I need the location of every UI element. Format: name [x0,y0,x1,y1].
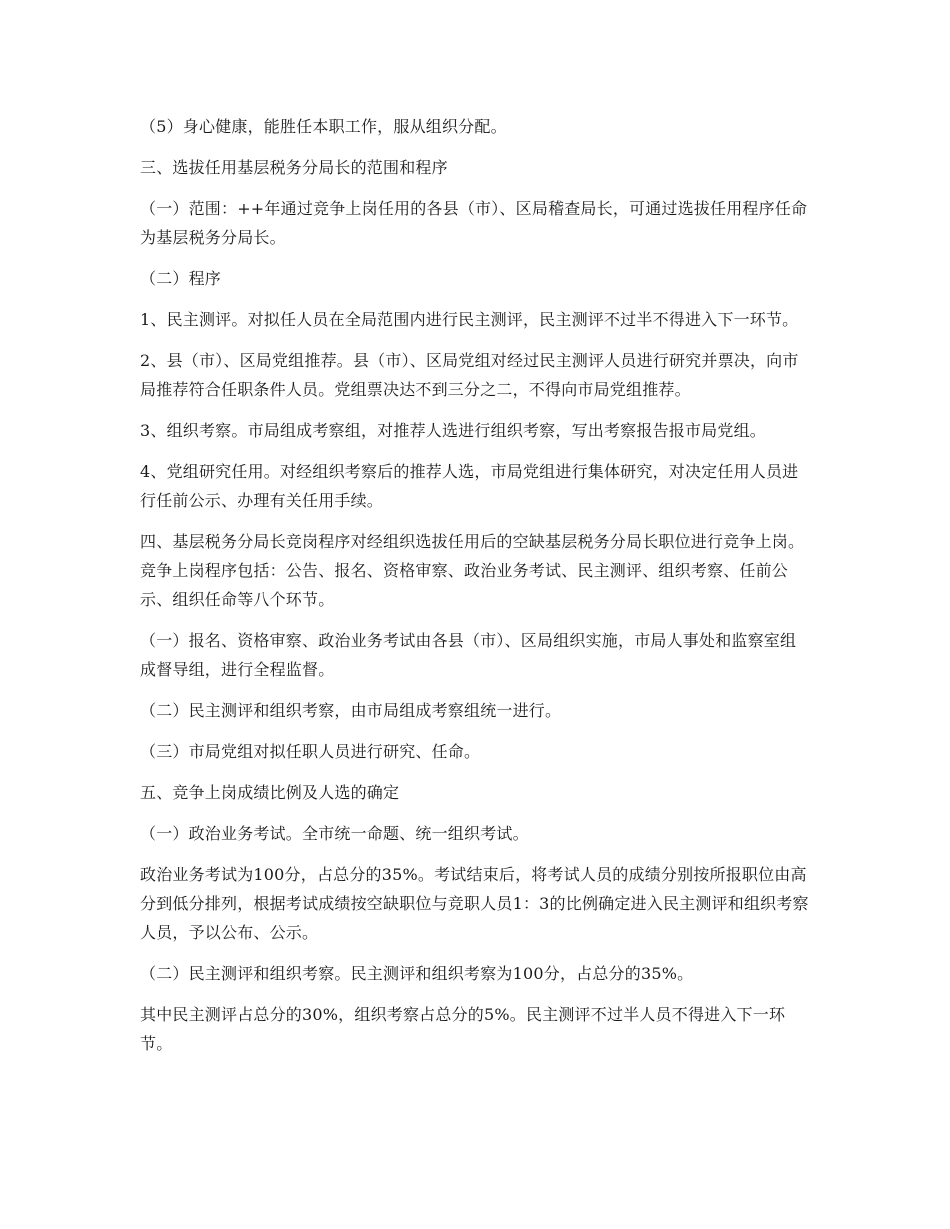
paragraph-exam-detail: 政治业务考试为100分，占总分的35%。考试结束后，将考试人员的成绩分别按所报职位由高分到低分排列，根据考试成绩按空缺职位与竞职人员1：3的比例确定进入民主测评和组织考察人员，予以公布、公示。 [140,865,809,942]
paragraph-step-3: 3、组织考察。市局组成考察组，对推荐人选进行组织考察，写出考察报告报市局党组。 [140,421,766,440]
paragraph-step-1: 1、民主测评。对拟任人员在全局范围内进行民主测评，民主测评不过半不得进入下一环节。 [140,310,799,329]
paragraph-evaluation: （二）民主测评和组织考察。民主测评和组织考察为100分，占总分的35%。 [140,964,694,983]
subheading-procedure: （二）程序 [140,269,222,288]
section-heading-4: 四、基层税务分局长竞岗程序对经组织选拔任用后的空缺基层税务分局长职位进行竞争上岗。竞争上岗程序包括：公告、报名、资格审察、政治业务考试、民主测评、组织考察、任前公示、组织任命等八个环节。 [140,532,805,609]
paragraph-step-2: 2、县（市）、区局党组推荐。县（市）、区局党组对经过民主测评人员进行研究并票决，向市局推荐符合任职条件人员。党组票决达不到三分之二，不得向市局党组推荐。 [140,351,799,399]
section-heading-3: 三、选拔任用基层税务分局长的范围和程序 [140,158,448,177]
paragraph-competition-1: （一）报名、资格审察、政治业务考试由各县（市）、区局组织实施，市局人事处和监察室组成督导组，进行全程监督。 [140,631,797,679]
paragraph-competition-3: （三）市局党组对拟任职人员进行研究、任命。 [140,742,481,761]
paragraph-step-4: 4、党组研究任用。对经组织考察后的推荐人选，市局党组进行集体研究，对决定任用人员进行任前公示、办理有关任用手续。 [140,462,799,510]
paragraph-evaluation-detail: 其中民主测评占总分的30%，组织考察占总分的5%。民主测评不过半人员不得进入下一环节。 [140,1005,786,1053]
section-heading-5: 五、竞争上岗成绩比例及人选的确定 [140,783,400,802]
paragraph-scope: （一）范围：++年通过竞争上岗任用的各县（市）、区局稽查局长，可通过选拔任用程序任命为基层税务分局长。 [140,199,808,247]
paragraph-competition-2: （二）民主测评和组织考察，由市局组成考察组统一进行。 [140,701,562,720]
document-body [140,112,812,1070]
paragraph-exam: （一）政治业务考试。全市统一命题、统一组织考试。 [140,824,529,843]
paragraph-qualification-5: （5）身心健康，能胜任本职工作，服从组织分配。 [140,117,507,136]
